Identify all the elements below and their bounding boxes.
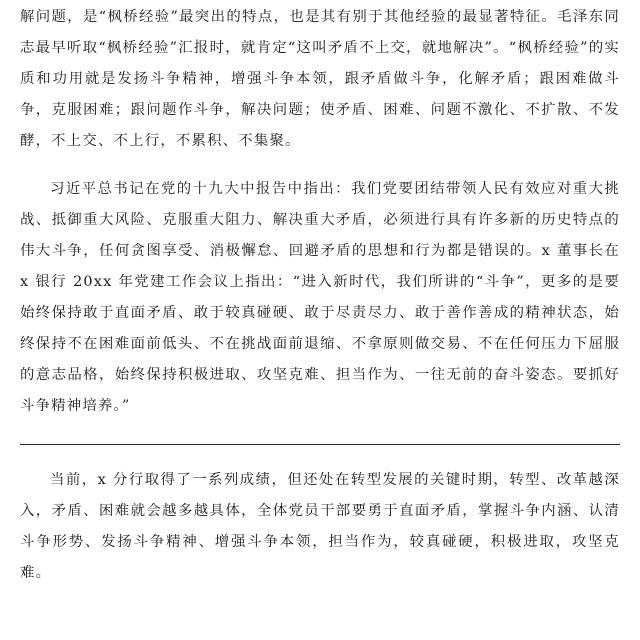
paragraph-spacer: [20, 445, 620, 465]
paragraph-struggle-spirit: 习近平总书记在党的十九大中报告中指出：我们党要团结带领人民有效应对重大挑战、抵御重大风险、克服重大阻力、解决重大矛盾，必须进行具有许多新的历史特点的伟大斗争，任何贪图享受、消极懈怠、回避矛盾的思想和行为都是错误的。x 董事长在 x 银行 20xx 年党建工作会议上指出：“进入新时代，我们所讲的“斗争”，更多的是要始终保持敢于直面矛盾、敢于较真碰硬、敢于尽责尽力、敢于善作善成的精神状态，始终保持不在困难面前低头、不在挑战面前退缩、不拿原则做交易、不在任何压力下屈服的意志品格，始终保持积极进取、攻坚克难、担当作为、一往无前的奋斗姿态。要抓好斗争精神培养。”: [20, 181, 620, 414]
paragraph-spacer: [20, 157, 620, 174]
paragraph-fengqiao-experience: 解问题，是“枫桥经验”最突出的特点，也是其有别于其他经验的最显著特征。毛泽东同志最早听取“枫桥经验”汇报时，就肯定“这叫矛盾不上交，就地解决”。“枫桥经验”的实质和功用就是发扬斗争精神，增强斗争本领，跟矛盾做斗争，化解矛盾；跟困难做斗争，克服困难；跟问题作斗争，解决问题；使矛盾、困难、问题不激化、不扩散、不发酵，不上交、不上行，不累积、不集聚。: [20, 9, 620, 149]
paragraph-spacer: [20, 422, 620, 444]
paragraph-current-situation: 当前，x 分行取得了一系列成绩，但还处在转型发展的关键时期，转型、改革越深入，矛盾、困难就会越多越具体，全体党员干部要勇于直面矛盾，掌握斗争内涵、认清斗争形势、发扬斗争精神、增强斗争本领，担当作为，较真碰硬，积极进取，攻坚克难。: [20, 472, 620, 581]
document-page: [20, 2, 620, 589]
